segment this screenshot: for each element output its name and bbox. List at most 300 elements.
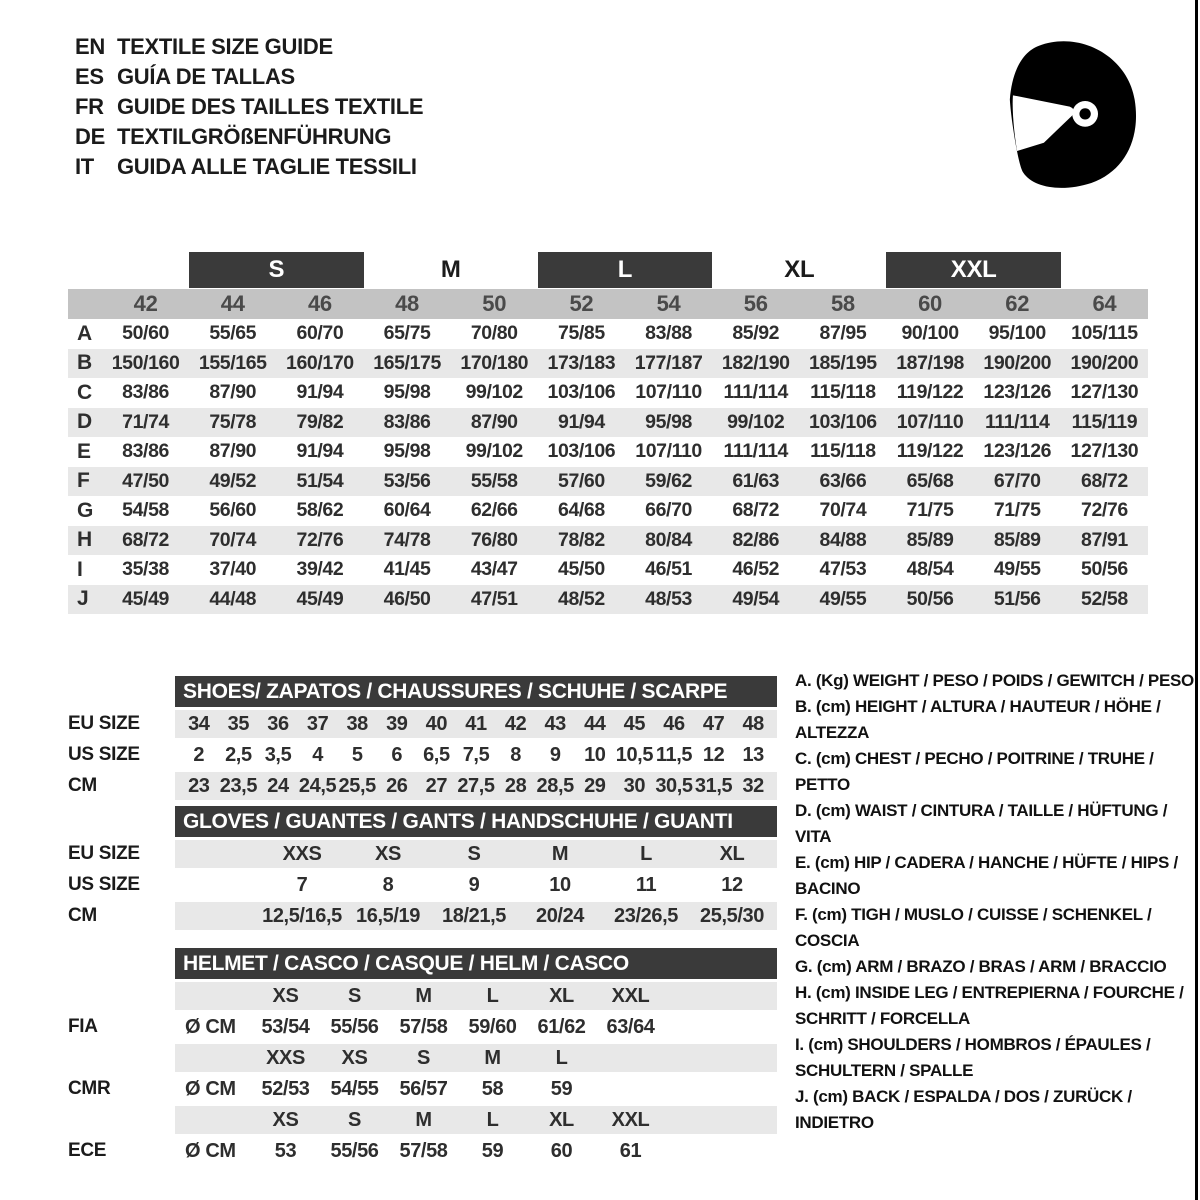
measurement-value: 123/126: [983, 440, 1052, 463]
shoes-value: 38: [346, 712, 368, 735]
helmet-size-label: L: [555, 1046, 568, 1069]
measurement-value: 83/86: [122, 440, 169, 463]
shoes-value: 27: [425, 774, 448, 797]
measurement-value: 150/160: [111, 351, 180, 374]
gloves-row-cm: [68, 902, 778, 930]
measurement-value: 71/75: [993, 499, 1041, 522]
gloves-value: 18/21,5: [442, 904, 506, 927]
row-letter: H: [77, 528, 92, 552]
helmet-size-value: 59: [481, 1139, 504, 1162]
row-letter: I: [77, 557, 83, 581]
helmet-size-value: 59: [550, 1077, 573, 1100]
group-header-spacer: [68, 252, 189, 288]
gloves-size-table: [68, 806, 778, 930]
gloves-row-label: CM: [68, 905, 97, 926]
shoes-title-bar: SHOES/ ZAPATOS / CHAUSSURES / SCHUHE / SCARPE: [175, 676, 777, 707]
row-letter: C: [77, 380, 92, 404]
measurement-value: 87/90: [470, 410, 518, 433]
measurement-value: 50/56: [906, 587, 954, 610]
numeric-size-64: 64: [1092, 291, 1117, 316]
shoes-value: 28,5: [536, 774, 574, 797]
measurement-value: 59/62: [645, 469, 692, 492]
gloves-value: 20/24: [535, 904, 585, 927]
numeric-size-60: 60: [918, 291, 942, 316]
legend-item-c: C. (cm) CHEST / PECHO / POITRINE / TRUHE / PETTO: [795, 749, 1154, 794]
helmet-size-label: XS: [341, 1046, 368, 1069]
helmet-standard-label: CMR: [68, 1078, 111, 1099]
helmet-size-label: XS: [272, 984, 299, 1007]
legend-item-a: A. (Kg) WEIGHT / PESO / POIDS / GEWITCH / PESO: [795, 671, 1194, 690]
measurement-value: 63/66: [819, 469, 867, 492]
shoes-value: 35: [227, 712, 250, 735]
measurement-value: 177/187: [634, 351, 703, 374]
shoes-value: 27,5: [457, 774, 495, 797]
textile-size-table: [68, 252, 1148, 614]
measurement-value: 170/180: [460, 351, 529, 374]
measurement-value: 155/165: [198, 351, 267, 374]
shoes-value: 40: [425, 712, 448, 735]
shoes-row-us-size: [68, 741, 778, 769]
measurement-value: 49/55: [993, 558, 1041, 581]
legend-item-b: B. (cm) HEIGHT / ALTURA / HAUTEUR / HÖHE / ALTEZZA: [795, 697, 1161, 742]
measurement-legend: [795, 668, 1195, 1136]
helmet-size-label: XL: [549, 1108, 574, 1131]
legend-item-i: I. (cm) SHOULDERS / HOMBROS / ÉPAULES / SCHULTERN / SPALLE: [795, 1035, 1151, 1080]
gloves-row-values: [175, 840, 777, 868]
helmet-sizes-values: [175, 1044, 777, 1072]
language-title-list: [75, 32, 423, 182]
helmet-size-value: 57/58: [399, 1015, 448, 1038]
helmet-size-value: 60: [550, 1139, 573, 1162]
helmet-standard-label: FIA: [68, 1016, 98, 1037]
measurement-value: 115/119: [1071, 410, 1138, 433]
measurement-value: 64/68: [558, 499, 605, 522]
helmet-size-label: L: [486, 1108, 499, 1131]
size-group-xxl: XXL: [886, 252, 1060, 288]
gloves-value: M: [551, 842, 569, 865]
size-group-header-row: [68, 252, 1148, 288]
measurement-value: 57/60: [558, 469, 605, 492]
measurement-value: 105/115: [1071, 322, 1138, 345]
row-letter: E: [77, 439, 91, 463]
language-code: ES: [75, 64, 104, 89]
measurement-value: 84/88: [819, 528, 867, 551]
measurement-value: 80/84: [645, 528, 692, 551]
measurement-value: 74/78: [383, 528, 431, 551]
shoes-row-label: US SIZE: [68, 744, 140, 765]
measurement-value: 75/78: [209, 410, 257, 433]
shoes-value: 23: [188, 774, 210, 797]
measurement-value: 78/82: [558, 528, 605, 551]
helmet-size-value: 61/62: [537, 1015, 586, 1038]
helmet-sizes-spacer: [68, 1044, 175, 1072]
legend-item-d: D. (cm) WAIST / CINTURA / TAILLE / HÜFTUNG / VITA: [795, 801, 1168, 846]
shoes-value: 26: [386, 774, 408, 797]
measurement-row-g: [68, 496, 1148, 526]
size-group-xl: XL: [784, 256, 815, 283]
measurement-value: 103/106: [809, 410, 877, 433]
shoes-value: 6,5: [423, 743, 450, 766]
measurement-value: 45/50: [558, 558, 605, 581]
measurement-value: 111/114: [985, 410, 1050, 433]
measurement-row-e: [68, 437, 1148, 467]
language-row: [75, 62, 423, 92]
measurement-value: 99/102: [465, 440, 523, 463]
numeric-size-48: 48: [395, 291, 419, 316]
helmet-size-value: 54/55: [330, 1077, 379, 1100]
shoes-value: 2: [193, 743, 205, 766]
measurement-value: 107/110: [635, 381, 702, 404]
helmet-size-table: [68, 948, 778, 1165]
helmet-size-label: S: [348, 984, 361, 1007]
helmet-size-label: M: [415, 1108, 432, 1131]
shoes-row-values: [175, 710, 777, 738]
language-code: EN: [75, 34, 105, 59]
measurement-value: 85/89: [993, 528, 1041, 551]
helmet-size-value: 56/57: [399, 1077, 448, 1100]
measurement-value: 90/100: [901, 322, 959, 345]
helmet-size-label: M: [415, 984, 432, 1007]
shoes-value: 4: [312, 743, 323, 766]
measurement-value: 91/94: [296, 381, 344, 404]
shoes-size-table: [68, 676, 778, 800]
shoes-row-label: EU SIZE: [68, 713, 140, 734]
measurement-value: 71/74: [122, 410, 169, 433]
shoes-rows: [68, 710, 778, 800]
shoes-value: 30,5: [655, 774, 693, 797]
measurement-value: 87/95: [819, 322, 867, 345]
shoes-value: 24: [267, 774, 289, 797]
shoes-value: 13: [742, 743, 764, 766]
shoes-value: 3,5: [264, 743, 292, 766]
gloves-value: S: [467, 842, 481, 865]
helmet-size-value: 52/53: [261, 1077, 310, 1100]
gloves-value: 12: [721, 873, 743, 896]
helmet-standard-values: [175, 1137, 777, 1165]
measurement-value: 35/38: [122, 558, 169, 581]
measurement-value: 103/106: [547, 440, 616, 463]
helmet-rows: [68, 982, 778, 1165]
measurement-value: 119/122: [896, 440, 964, 463]
measurement-value: 95/98: [383, 381, 431, 404]
measurement-value: 47/50: [122, 469, 169, 492]
measurement-value: 182/190: [721, 351, 790, 374]
shoes-value: 5: [351, 743, 363, 766]
helmet-unit-label: Ø CM: [185, 1015, 236, 1038]
shoes-row-values: [175, 772, 777, 800]
measurement-value: 68/72: [1081, 469, 1128, 492]
gloves-value: 10: [549, 873, 571, 896]
helmet-size-value: 58: [481, 1077, 504, 1100]
measurement-value: 60/64: [383, 499, 431, 522]
shoes-value: 2,5: [225, 743, 252, 766]
helmet-size-value: 59/60: [468, 1015, 517, 1038]
helmet-size-label: M: [484, 1046, 501, 1069]
measurement-rows: [68, 319, 1148, 614]
shoes-value: 45: [623, 712, 646, 735]
measurement-value: 87/90: [209, 440, 257, 463]
helmet-size-label: XXL: [611, 984, 650, 1007]
row-letter: F: [77, 469, 90, 493]
legend-item-g: G. (cm) ARM / BRAZO / BRAS / ARM / BRACCIO: [795, 957, 1167, 976]
language-code: FR: [75, 94, 104, 119]
helmet-sizes-spacer: [68, 1106, 175, 1134]
row-letter: B: [77, 351, 92, 375]
shoes-value: 30: [623, 774, 646, 797]
measurement-value: 83/86: [122, 381, 169, 404]
helmet-size-value: 53/54: [261, 1015, 310, 1038]
shoes-value: 25,5: [338, 774, 376, 797]
helmet-size-label: XS: [272, 1108, 299, 1131]
measurement-value: 185/195: [809, 351, 877, 374]
measurement-value: 111/114: [723, 381, 788, 404]
shoes-value: 10: [584, 743, 606, 766]
size-group-l: L: [538, 252, 712, 288]
measurement-value: 51/54: [296, 469, 344, 492]
measurement-value: 50/56: [1081, 558, 1128, 581]
measurement-value: 62/66: [470, 499, 518, 522]
measurement-value: 127/130: [1070, 440, 1139, 463]
measurement-value: 68/72: [122, 528, 169, 551]
gloves-value: 11: [635, 873, 657, 896]
size-group-s: S: [189, 252, 363, 288]
shoes-value: 36: [267, 712, 289, 735]
language-title: GUÍA DE TALLAS: [117, 64, 295, 89]
measurement-value: 55/58: [470, 469, 518, 492]
shoes-row-cm: [68, 772, 778, 800]
measurement-row-f: [68, 467, 1148, 497]
language-row: [75, 92, 423, 122]
measurement-value: 70/74: [819, 499, 867, 522]
measurement-value: 111/114: [723, 440, 788, 463]
measurement-value: 58/62: [296, 499, 344, 522]
size-group-m: M: [440, 256, 461, 283]
language-row: [75, 32, 423, 62]
measurement-value: 52/58: [1081, 587, 1128, 610]
numeric-size-44: 44: [220, 291, 245, 316]
language-title: GUIDA ALLE TAGLIE TESSILI: [117, 154, 417, 179]
shoes-value: 42: [504, 712, 527, 735]
measurement-value: 66/70: [645, 499, 692, 522]
helmet-size-value: 53: [274, 1139, 297, 1162]
shoes-value: 47: [702, 712, 725, 735]
measurement-value: 95/100: [988, 322, 1046, 345]
helmet-standard-label: ECE: [68, 1140, 107, 1161]
gloves-value: XS: [375, 842, 401, 865]
language-code: DE: [75, 124, 105, 149]
language-title: GUIDE DES TAILLES TEXTILE: [117, 94, 424, 119]
shoes-value: 8: [510, 743, 521, 766]
row-letter: A: [77, 321, 92, 345]
measurement-value: 99/102: [465, 381, 523, 404]
measurement-value: 173/183: [547, 351, 616, 374]
measurement-value: 70/80: [470, 322, 518, 345]
helmet-size-label: S: [348, 1108, 361, 1131]
shoes-value: 31,5: [694, 774, 733, 797]
measurement-row-i: [68, 555, 1148, 585]
measurement-value: 187/198: [896, 351, 964, 374]
measurement-value: 160/170: [286, 351, 354, 374]
numeric-size-52: 52: [569, 291, 594, 316]
helmet-title-bar: HELMET / CASCO / CASQUE / HELM / CASCO: [175, 948, 777, 979]
measurement-value: 47/51: [470, 587, 518, 610]
measurement-value: 41/45: [383, 558, 431, 581]
gloves-value: 16,5/19: [356, 904, 420, 927]
helmet-size-label: XXL: [611, 1108, 650, 1131]
measurement-value: 76/80: [470, 528, 518, 551]
shoes-value: 10,5: [615, 743, 654, 766]
shoes-value: 6: [391, 743, 403, 766]
legend-item-j: J. (cm) BACK / ESPALDA / DOS / ZURÜCK / INDIETRO: [795, 1087, 1132, 1132]
measurement-value: 115/118: [810, 440, 876, 463]
row-letter: G: [77, 498, 93, 522]
numeric-size-58: 58: [830, 291, 855, 316]
row-letter: D: [77, 410, 92, 434]
measurement-value: 72/76: [1081, 499, 1128, 522]
helmet-standard-values: [175, 1013, 777, 1041]
numeric-size-62: 62: [1005, 291, 1030, 316]
measurement-value: 50/60: [122, 322, 169, 345]
helmet-size-label: XXS: [266, 1046, 305, 1069]
measurement-value: 107/110: [635, 440, 702, 463]
measurement-value: 49/52: [209, 469, 257, 492]
helmet-sizes-values: [175, 1106, 777, 1134]
numeric-size-46: 46: [307, 291, 332, 316]
gloves-value: 25,5/30: [700, 904, 764, 927]
gloves-row-values: [175, 902, 777, 930]
legend-item-h: H. (cm) INSIDE LEG / ENTREPIERNA / FOURCHE / SCHRITT / FORCELLA: [795, 983, 1184, 1028]
measurement-value: 115/118: [810, 381, 876, 404]
gloves-value: 7: [296, 873, 308, 896]
measurement-value: 45/49: [296, 587, 344, 610]
shoes-value: 41: [465, 712, 487, 735]
measurement-value: 190/200: [1070, 351, 1139, 374]
gloves-value: XL: [719, 842, 745, 865]
measurement-value: 99/102: [727, 410, 785, 433]
helmet-sizes-row-fia: [68, 982, 778, 1010]
shoes-row-values: [175, 741, 777, 769]
measurement-value: 95/98: [645, 410, 692, 433]
shoes-value: 24,5: [298, 774, 337, 797]
gloves-value: 9: [468, 873, 480, 896]
shoes-value: 9: [549, 743, 561, 766]
language-title: TEXTILE SIZE GUIDE: [117, 34, 333, 59]
helmet-size-value: 61: [619, 1139, 642, 1162]
helmet-standard-values: [175, 1075, 777, 1103]
measurement-value: 67/70: [993, 469, 1041, 492]
measurement-value: 45/49: [122, 587, 169, 610]
measurement-row-d: [68, 408, 1148, 438]
helmet-size-label: XL: [549, 984, 574, 1007]
helmet-sizes-values: [175, 982, 777, 1010]
measurement-value: 49/54: [732, 587, 780, 610]
measurement-value: 85/92: [732, 322, 780, 345]
measurement-value: 48/54: [906, 558, 954, 581]
measurement-value: 49/55: [819, 587, 867, 610]
shoes-value: 11,5: [655, 743, 693, 766]
measurement-value: 165/175: [373, 351, 441, 374]
measurement-value: 87/91: [1081, 528, 1128, 551]
gloves-rows: [68, 840, 778, 930]
helmet-sizes-spacer: [68, 982, 175, 1010]
shoes-row-label: CM: [68, 775, 97, 796]
measurement-value: 48/53: [645, 587, 692, 610]
measurement-value: 51/56: [993, 587, 1041, 610]
measurement-value: 39/42: [296, 558, 344, 581]
measurement-value: 82/86: [732, 528, 780, 551]
helmet-size-value: 63/64: [606, 1015, 655, 1038]
measurement-value: 43/47: [470, 558, 518, 581]
measurement-value: 48/52: [558, 587, 605, 610]
shoes-value: 29: [584, 774, 606, 797]
measurement-value: 91/94: [296, 440, 344, 463]
numeric-size-header-row: [68, 289, 1148, 319]
numeric-size-54: 54: [656, 291, 681, 316]
measurement-value: 61/63: [732, 469, 780, 492]
measurement-value: 79/82: [296, 410, 344, 433]
measurement-value: 83/88: [645, 322, 692, 345]
shoes-value: 32: [742, 774, 764, 797]
shoes-value: 34: [188, 712, 210, 735]
right-edge-line: [1195, 0, 1198, 1200]
shoes-value: 39: [386, 712, 408, 735]
measurement-value: 71/75: [906, 499, 954, 522]
numeric-size-56: 56: [743, 291, 768, 316]
numeric-size-42: 42: [133, 291, 158, 316]
measurement-value: 56/60: [209, 499, 257, 522]
legend-item-e: E. (cm) HIP / CADERA / HANCHE / HÜFTE / HIPS / BACINO: [795, 853, 1178, 898]
gloves-row-label: EU SIZE: [68, 843, 140, 864]
helmet-size-value: 55/56: [330, 1139, 379, 1162]
measurement-value: 65/68: [906, 469, 954, 492]
measurement-value: 103/106: [547, 381, 616, 404]
language-code: IT: [75, 154, 94, 179]
measurement-row-b: [68, 349, 1148, 379]
gloves-row-values: [175, 871, 777, 899]
measurement-value: 107/110: [896, 410, 964, 433]
measurement-row-a: [68, 319, 1148, 349]
gloves-value: L: [640, 842, 652, 865]
gloves-row-label: US SIZE: [68, 874, 140, 895]
racing-helmet-glyph: [982, 33, 1147, 203]
helmet-unit-label: Ø CM: [185, 1077, 236, 1100]
shoes-value: 23,5: [219, 774, 258, 797]
shoes-value: 7,5: [462, 743, 490, 766]
gloves-value: XXS: [282, 842, 322, 865]
shoes-value: 28: [504, 774, 527, 797]
helmet-values-row-ece: [68, 1137, 778, 1165]
measurement-value: 65/75: [383, 322, 431, 345]
shoes-row-eu-size: [68, 710, 778, 738]
gloves-value: 23/26,5: [614, 904, 678, 927]
helmet-values-row-cmr: [68, 1075, 778, 1103]
helmet-size-value: 57/58: [399, 1139, 448, 1162]
measurement-row-c: [68, 378, 1148, 408]
measurement-value: 75/85: [558, 322, 605, 345]
legend-item-f: F. (cm) TIGH / MUSLO / CUISSE / SCHENKEL / COSCIA: [795, 905, 1152, 950]
helmet-size-value: 55/56: [330, 1015, 379, 1038]
measurement-value: 83/86: [383, 410, 431, 433]
measurement-row-h: [68, 526, 1148, 556]
language-row: [75, 152, 423, 182]
numeric-size-50: 50: [482, 291, 507, 316]
measurement-value: 190/200: [983, 351, 1052, 374]
helmet-sizes-row-cmr: [68, 1044, 778, 1072]
helmet-unit-label: Ø CM: [185, 1139, 236, 1162]
measurement-value: 91/94: [558, 410, 605, 433]
helmet-size-label: L: [486, 984, 499, 1007]
measurement-value: 46/51: [645, 558, 692, 581]
